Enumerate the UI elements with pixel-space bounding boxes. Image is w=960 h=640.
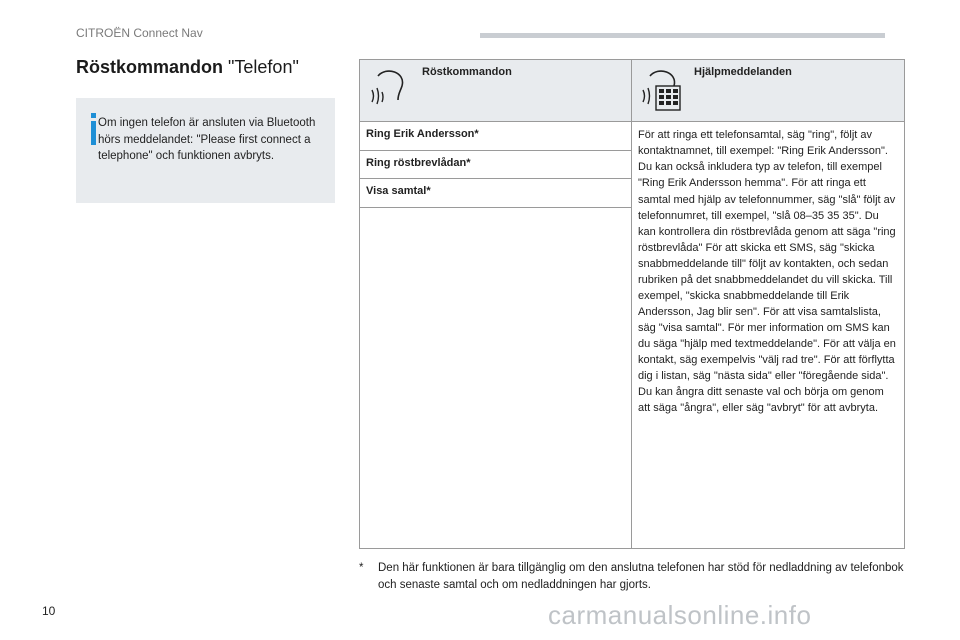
command-cell: Visa samtal* xyxy=(360,179,632,208)
table-header-commands xyxy=(360,60,632,122)
footnote xyxy=(359,560,919,593)
table-header-help xyxy=(632,60,905,122)
voice-phone-keypad-icon xyxy=(640,68,688,112)
watermark: carmanualsonline.info xyxy=(548,600,812,630)
page-number: 10 xyxy=(42,604,56,618)
footnote-marker: * xyxy=(359,562,364,574)
header-rule xyxy=(480,33,885,38)
voice-command-icon xyxy=(368,68,408,108)
header-title: CITROËN Connect Nav xyxy=(76,26,203,40)
voice-command-table xyxy=(359,59,905,549)
footnote-text: Den här funktionen är bara tillgänglig om den anslutna telefonen har stöd för nedladdning av telefonbok och senaste samtal och om nedladdningen har gjorts. xyxy=(378,562,904,591)
col2-header: Hjälpmeddelanden xyxy=(694,66,792,78)
page-title-text: Röstkommandon xyxy=(76,57,229,77)
help-text-cell: För att ringa ett telefonsamtal, säg "ring", följt av kontaktnamnet, till exempel: "Ring Erik Andersson". Du kan också inkludera typ av telefon, till exempel "Ring Erik Andersson hemma". För att ringa ett samtal med hjälp av telefonnummer, säg "slå" följt av telefonnumret, till exempel, "slå 08–35 35 35". Du kan kontrollera din röstbrevlåda genom att säga "ring röstbrevlåda" För att skicka ett SMS, säg "skicka snabbmeddelande till" följt av kontakten, och sedan rubriken på det snabbmeddelandet du vill skicka. Till exempel, "skicka snabbmeddelande till Erik Andersson, Jag blir sen". För att visa samtalslista, säg "visa samtal". För mer information om SMS kan du säga "hjälp med textmeddelande". För att välja en kontakt, säg exempelvis "välj rad tre". För att förflytta dig i listan, säg "nästa sida" eller "föregående sida". Du kan ångra ditt senaste val och börja om genom att säga "ångra", eller säg "avbryt" för att avbryta. xyxy=(632,122,905,549)
info-box xyxy=(76,98,335,203)
empty-command-cell xyxy=(360,207,632,548)
command-cell: Ring Erik Andersson* xyxy=(360,122,632,151)
page-title-quoted: "Telefon" xyxy=(228,57,299,77)
command-cell: Ring röstbrevlådan* xyxy=(360,150,632,179)
info-text: Om ingen telefon är ansluten via Bluetooth hörs meddelandet: "Please first connect a telephone" och funktionen avbryts. xyxy=(98,117,316,162)
col1-header: Röstkommandon xyxy=(422,66,512,78)
page-title xyxy=(76,57,299,78)
